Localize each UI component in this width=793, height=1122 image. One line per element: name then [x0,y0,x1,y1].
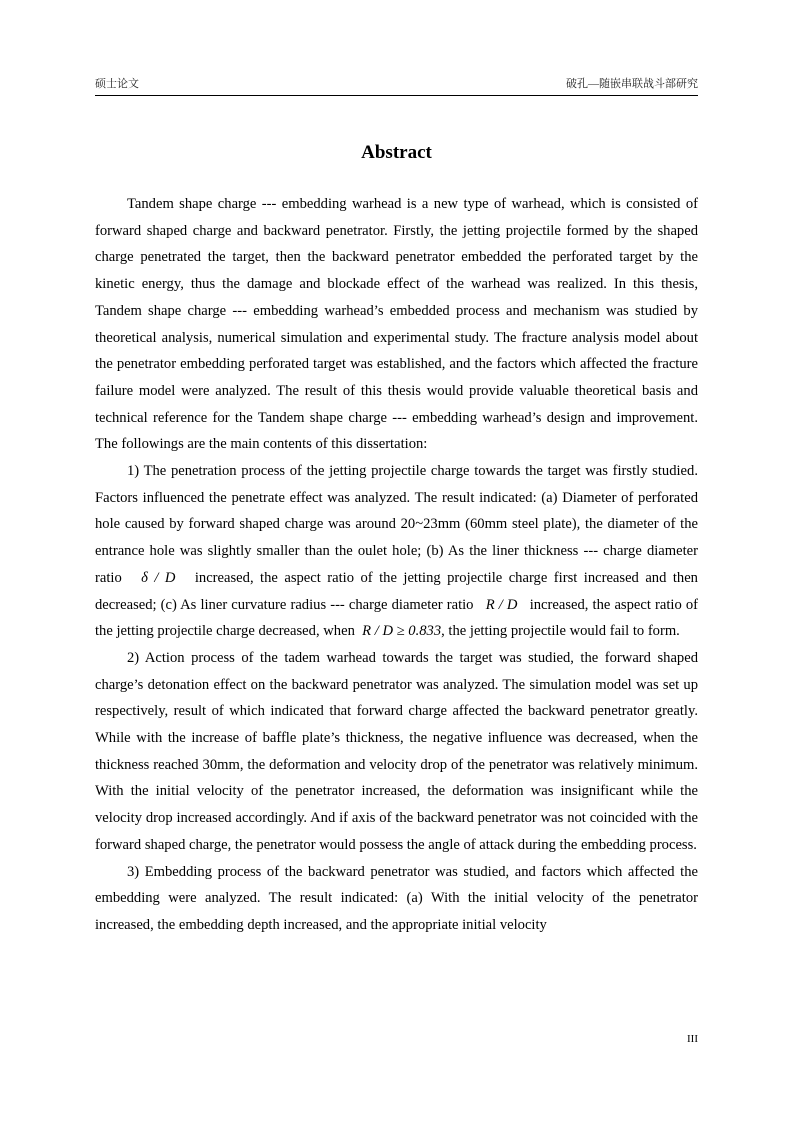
formula-r-over-d-threshold: R / D ≥ 0.833 [362,623,442,640]
formula-delta-over-d: δ / D [141,569,176,586]
header-thesis-type: 硕士论文 [95,78,139,90]
paragraph-1-text-b: increased, the aspect ratio of the jetting projectile charge first increased and then decreased; (c) As liner curvature radius --- charge diameter ratio [95,569,698,613]
paragraph-3: 3) Embedding process of the backward penetrator was studied, and factors which affected the embedding were analyzed. The result indicated: (a) With the initial velocity of the penetrator increased, the embedding depth increased, and the appropriate initial velocity [95,863,698,933]
header-rule [95,95,698,96]
paragraph-1-text-d: , the jetting projectile would fail to form. [441,623,680,640]
paragraph-2: 2) Action process of the tadem warhead towards the target was studied, the forward shaped charge’s detonation effect on the backward penetrator was analyzed. The simulation model was set up respectively, result of which indicated that forward charge affected the backward penetrator greatly. While with the increase of baffle plate’s thickness, the negative influence was decreased, when the thickness reached 30mm, the deformation and velocity drop of the penetrator was relatively minimum. With the initial velocity of the penetrator increased, the deformation was insignificant while the velocity drop increased accordingly. And if axis of the backward penetrator was not coincided with the forward shaped charge, the penetrator would possess the angle of attack during the embedding process. [95,649,698,853]
paragraph-1-text-a: 1) The penetration process of the jetting projectile charge towards the target was firstly studied. Factors influenced the penetrate effect was analyzed. The result indicated: (a) Diameter of perforated hole caused by forward shaped charge was around 20~23mm (60mm steel plate), the diameter of the entrance hole was slightly smaller than the oulet hole; (b) As the liner thickness --- charge diameter ratio [95,463,698,586]
paragraph-1-text-c: increased, the aspect ratio of the jetting projectile charge decreased, when [95,596,698,640]
running-header [95,76,698,92]
formula-r-over-d: R / D [485,596,518,613]
header-thesis-title: 破孔—随嵌串联战斗部研究 [566,78,698,90]
paragraph-1 [95,458,698,645]
abstract-body [95,191,698,939]
page-number: III [687,1033,698,1045]
intro-paragraph: Tandem shape charge --- embedding warhead is a new type of warhead, which is consisted of forward shaped charge and backward penetrator. Firstly, the jetting projectile formed by the shaped charge penetrated the target, then the backward penetrator embedded the perforated target by the kinetic energy, thus the damage and blockade effect of the warhead was realized. In this thesis, Tandem shape charge --- embedding warhead’s embedded process and mechanism was studied by theoretical analysis, numerical simulation and experimental study. The fracture analysis model about the penetrator embedding perforated target was established, and the factors which affected the fracture failure model were analyzed. The result of this thesis would provide valuable theoretical basis and technical reference for the Tandem shape charge --- embedding warhead’s design and improvement. The followings are the main contents of this dissertation: [95,196,698,453]
page-title: Abstract [361,142,432,163]
